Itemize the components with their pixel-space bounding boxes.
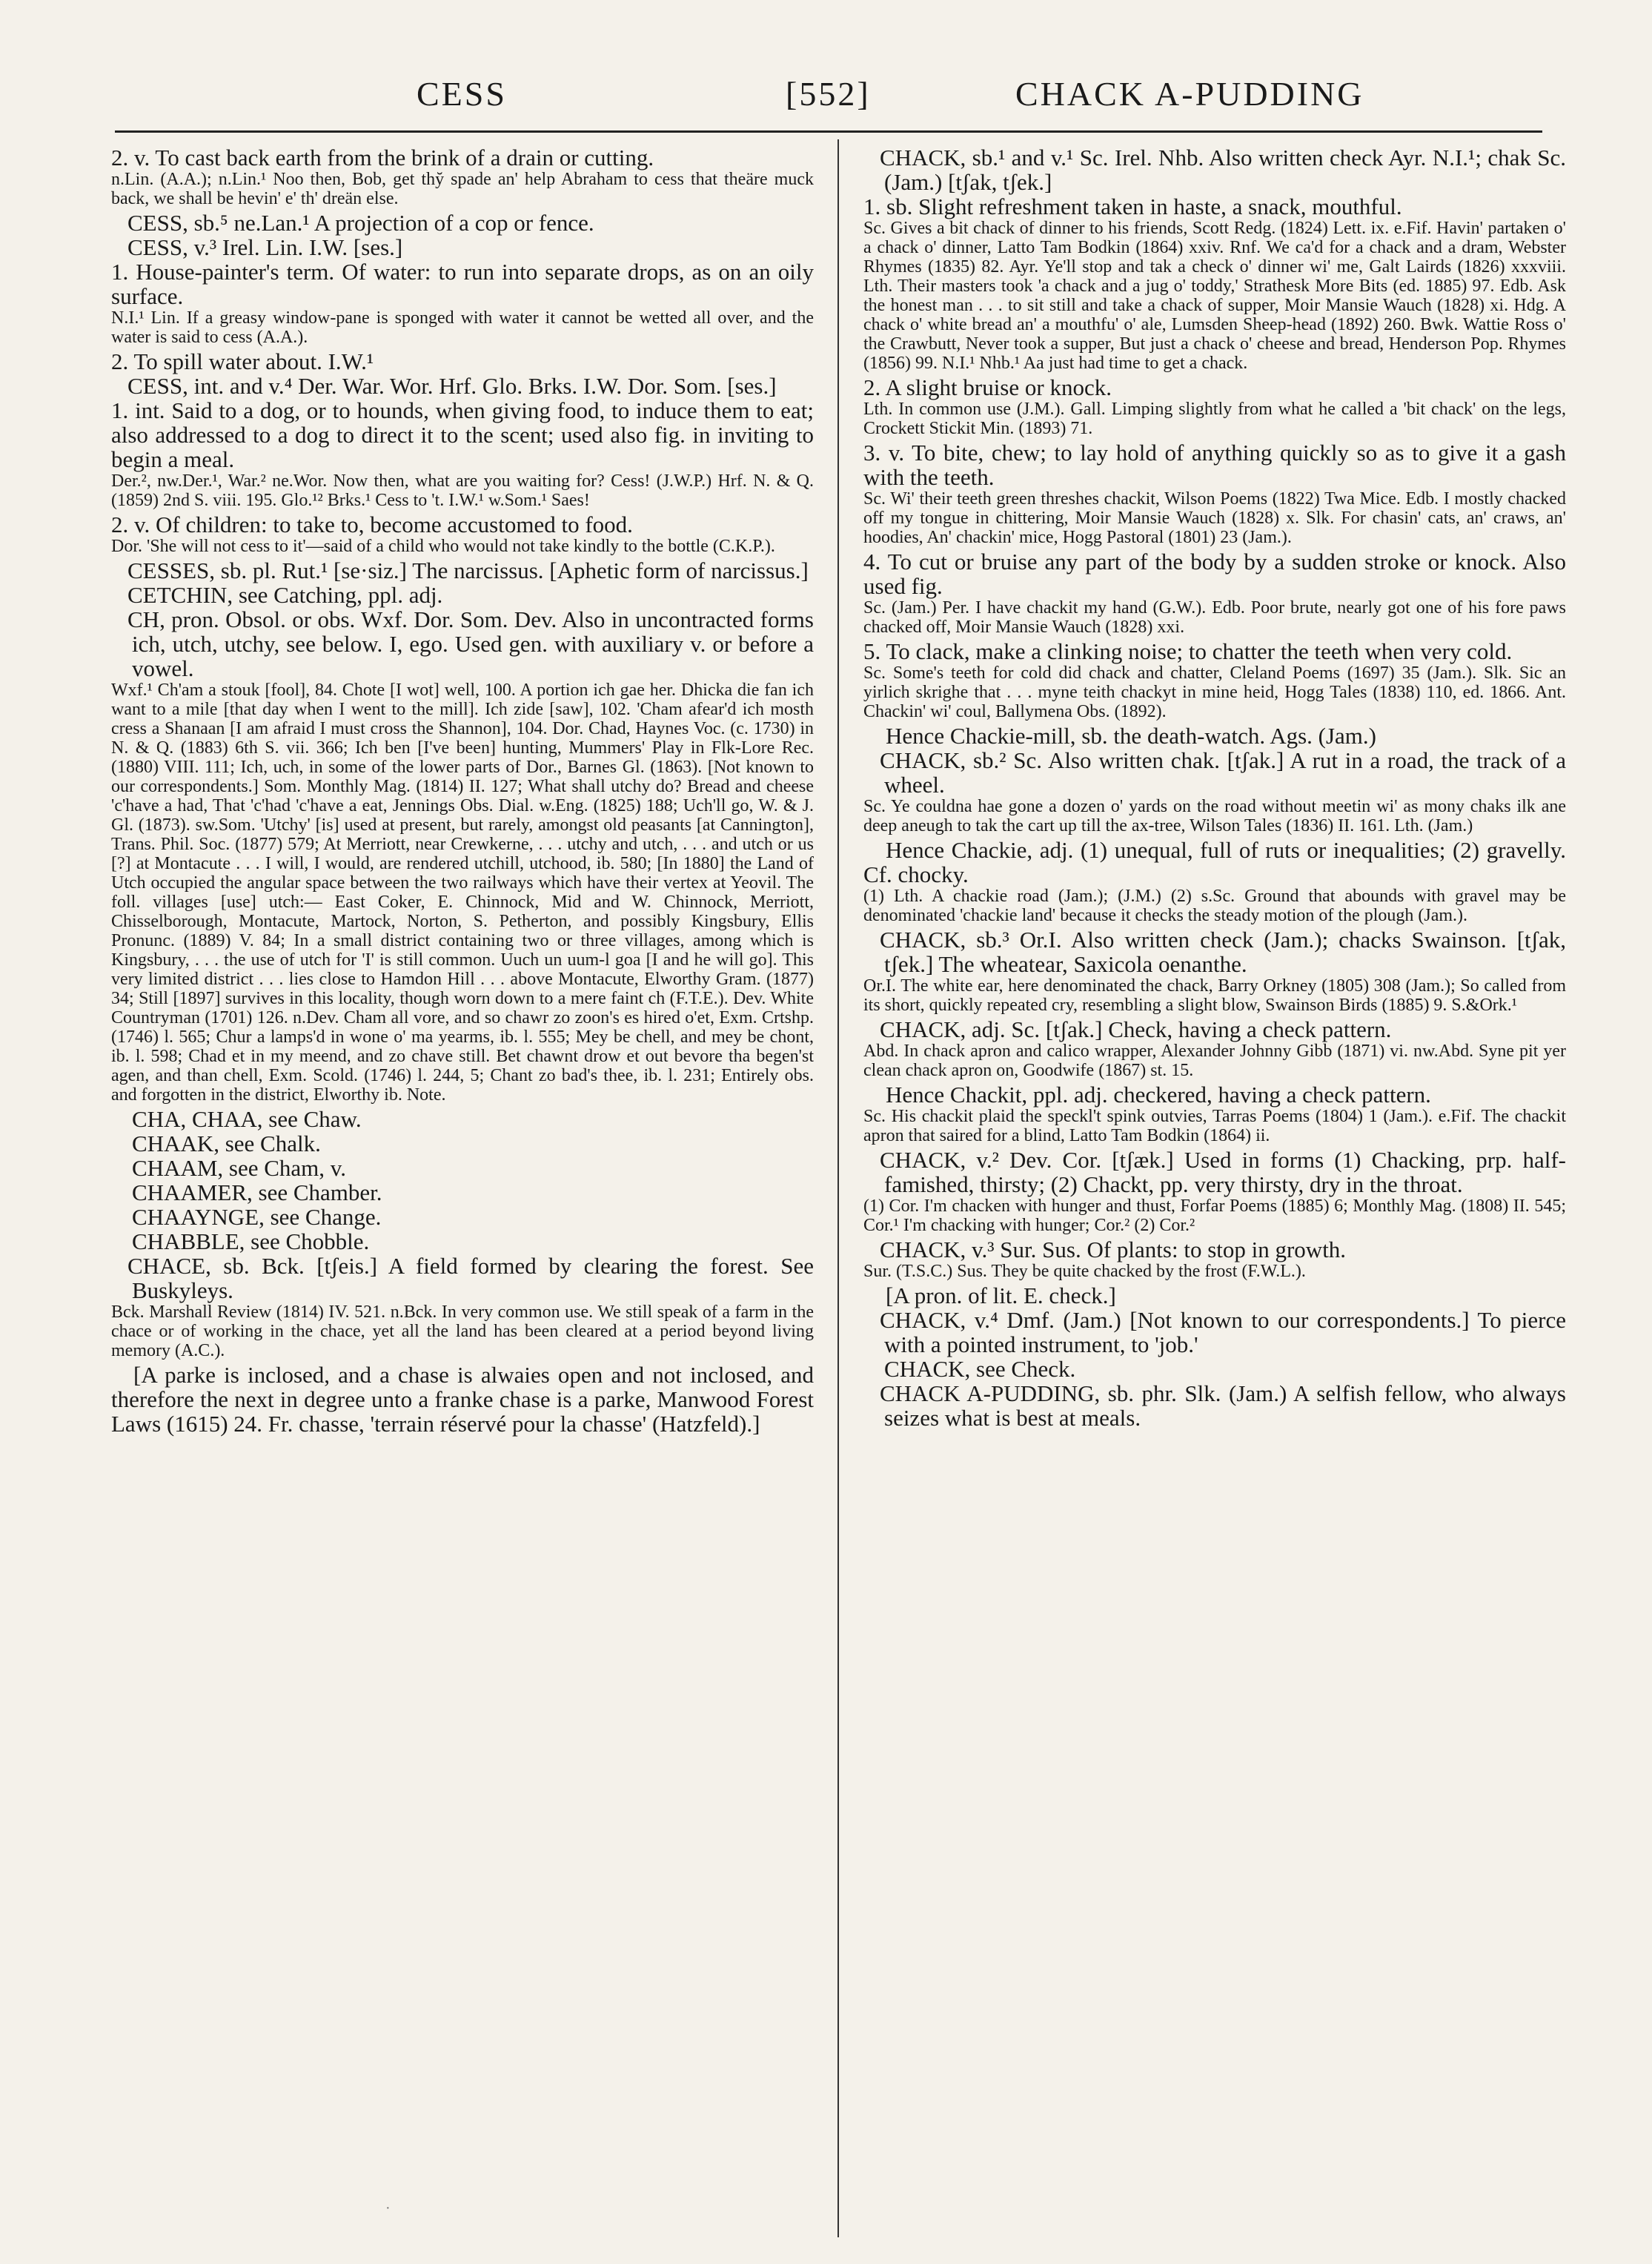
running-head-right: CHACK A-PUDDING [1015,75,1364,113]
left-column [111,145,814,1436]
entry-paragraph: 5. To clack, make a clinking noise; to chatter the teeth when very cold. [863,638,1513,664]
entry-paragraph: 2. A slight bruise or knock. [863,374,1112,400]
cross-reference-entry: CHAAK, see Chalk. [132,1131,321,1156]
entry-paragraph: Hence Chackie, adj. (1) unequal, full of ruts or inequalities; (2) gravelly. Cf. chocky. [863,837,1566,887]
citation-paragraph: Bck. Marshall Review (1814) IV. 521. n.Bck. In very common use. We still speak of a farm in the chace or of working in the chace, yet all the land has been cleared at a period beyond living memory (A.C.). [111,1303,814,1360]
entry-paragraph: 2. To spill water about. I.W.¹ [111,348,374,374]
citation-paragraph: Sc. Gives a bit chack of dinner to his friends, Scott Redg. (1824) Lett. ix. e.Fif. Havin' partaken o' a chack o' dinner, Latto Tam Bodkin (1864) xxiv. Rnf. We ca'd for a chack and a dram, Webster Rhymes (1835) 82. Ayr. Ye'll stop and tak a check o' dinner wi' me, Galt Lairds (1826) xxxviii. Lth. Their masters took 'a chack and a jug o' toddy,' Strathesk More Bits (ed. 1885) 97. Edb. Ask the honest man . . . to sit still and take a chack of supper, Moir Mansie Wauch (1828) xi. Hdg. A chack o' white bread an' a mouthfu' o' ale, Lumsden Sheep-head (1892) 260. Bwk. Wattie Ross o' the Crawbutt, Never took a supper, But just a chack o' cheese and bread, Henderson Pop. Rhymes (1856) 99. N.I.¹ Nhb.¹ Aa just had time to get a chack. [863,219,1566,373]
entry-paragraph: Hence Chackie-mill, sb. the death-watch. Ags. (Jam.) [886,723,1376,749]
entry-paragraph: CHACK, v.² Dev. Cor. [tʃæk.] Used in forms (1) Chacking, prp. half-famished, thirsty; (2) Chackt, pp. very thirsty, dry in the throat. [880,1147,1566,1197]
cross-reference-entry: CHACK, see Check. [884,1356,1076,1382]
entry-paragraph: [A parke is inclosed, and a chase is alwaies open and not inclosed, and therefore the next in degree unto a franke chase is a parke, Manwood Forest Laws (1615) 24. Fr. chasse, 'terrain réservé pour la chasse' (Hatzfeld).] [111,1362,814,1437]
entry-paragraph: 3. v. To bite, chew; to lay hold of anything quickly so as to give it a gash with the teeth. [863,440,1566,490]
entry-paragraph: [A pron. of lit. E. check.] [886,1282,1116,1308]
cross-reference-entry: CHAAMER, see Chamber. [132,1179,382,1205]
citation-paragraph: Sc. (Jam.) Per. I have chackit my hand (G.W.). Edb. Poor brute, nearly got one of his fore paws chacked off, Moir Mansie Wauch (1828) xxi. [863,598,1566,637]
entry-paragraph: CHACK, sb.¹ and v.¹ Sc. Irel. Nhb. Also written check Ayr. N.I.¹; chak Sc. (Jam.) [tʃak, tʃek.] [880,145,1566,195]
header-rule [115,130,1542,133]
cross-reference-entry: CHAAM, see Cham, v. [132,1155,347,1181]
entry-paragraph: CH, pron. Obsol. or obs. Wxf. Dor. Som. Dev. Also in uncontracted forms ich, utch, utchy, see below. I, ego. Used gen. with auxiliary v. or before a vowel. [127,606,814,681]
entry-paragraph: CESS, int. and v.⁴ Der. War. Wor. Hrf. Glo. Brks. I.W. Dor. Som. [ses.] [127,373,777,399]
entry-paragraph: 2. v. To cast back earth from the brink of a drain or cutting. [111,145,654,171]
entry-paragraph: CESS, v.³ Irel. Lin. I.W. [ses.] [127,234,403,260]
right-column [863,145,1566,1430]
citation-paragraph: Or.I. The white ear, here denominated the chack, Barry Orkney (1805) 308 (Jam.); So called from its short, quickly repeated cry, resembling a slight blow, Swainson Birds (1885) 9. S.&Ork.¹ [863,976,1566,1015]
entry-paragraph: 1. House-painter's term. Of water: to run into separate drops, as on an oily surface. [111,259,814,309]
page-speck: · [385,2200,391,2217]
entry-paragraph: CETCHIN, see Catching, ppl. adj. [127,582,443,608]
citation-paragraph: n.Lin. (A.A.); n.Lin.¹ Noo then, Bob, get thy̆ spade an' help Abraham to cess that theäre muck back, we shall be hevin' e' th' dreän else. [111,170,814,208]
citation-paragraph: (1) Cor. I'm chacken with hunger and thust, Forfar Poems (1885) 6; Monthly Mag. (1808) II. 545; Cor.¹ I'm chacking with hunger; Cor.² (2) Cor.² [863,1196,1566,1235]
citation-paragraph: Dor. 'She will not cess to it'—said of a child who would not take kindly to the bottle (C.K.P.). [111,537,775,556]
entry-paragraph: CHACK, sb.² Sc. Also written chak. [tʃak.] A rut in a road, the track of a wheel. [880,747,1566,798]
entry-paragraph: 4. To cut or bruise any part of the body by a sudden stroke or knock. Also used fig. [863,549,1566,599]
citation-paragraph: Abd. In chack apron and calico wrapper, Alexander Johnny Gibb (1871) vi. nw.Abd. Syne pit yer clean chack apron on, Goodwife (1867) st. 15. [863,1042,1566,1080]
entry-paragraph: CHACK, adj. Sc. [tʃak.] Check, having a check pattern. [880,1016,1392,1042]
entry-paragraph: 2. v. Of children: to take to, become accustomed to food. [111,512,633,537]
citation-paragraph: Sc. His chackit plaid the speckl't spink outvies, Tarras Poems (1804) 1 (Jam.). e.Fif. The chackit apron that saired for a blind, Latto Tam Bodkin (1864) ii. [863,1107,1566,1145]
entry-paragraph: CHACK, v.⁴ Dmf. (Jam.) [Not known to our correspondents.] To pierce with a pointed instrument, to 'job.' [880,1307,1566,1357]
column-divider [837,139,839,2237]
cross-reference-entry: CHA, CHAA, see Chaw. [132,1106,362,1132]
entry-paragraph: CHACK, sb.³ Or.I. Also written check (Jam.); chacks Swainson. [tʃak, tʃek.] The wheatear, Saxicola oenanthe. [880,927,1566,977]
citation-paragraph: Der.², nw.Der.¹, War.² ne.Wor. Now then, what are you waiting for? Cess! (J.W.P.) Hrf. N. & Q. (1859) 2nd S. viii. 195. Glo.¹² Brks.¹ Cess to 't. I.W.¹ w.Som.¹ Saes! [111,471,814,510]
citation-paragraph: Lth. In common use (J.M.). Gall. Limping slightly from what he called a 'bit chack' on the legs, Crockett Stickit Min. (1893) 71. [863,400,1566,438]
citation-paragraph: Sur. (T.S.C.) Sus. They be quite chacked by the frost (F.W.L.). [863,1262,1306,1281]
entry-paragraph: CHACK, v.³ Sur. Sus. Of plants: to stop in growth. [880,1237,1347,1262]
entry-paragraph: CESS, sb.⁵ ne.Lan.¹ A projection of a cop or fence. [127,210,594,236]
citation-paragraph: Wxf.¹ Ch'am a stouk [fool], 84. Chote [I wot] well, 100. A portion ich gae her. Dhicka die fan ich want to a mile [that day when I went to the mill]. Ich zide [saw], 102. 'Cham afear'd ich mosth cress a Shanaan [I am afraid I must cross the Shannon], 104. Dor. Chad, Haynes Voc. (c. 1730) in N. & Q. (1883) 6th S. vii. 366; Ich ben [I've been] hunting, Mummers' Play in Flk-Lore Rec. (1880) VIII. 111; Ich, uch, in some of the lower parts of Dor., Barnes Gl. (1863). [Not known to our correspondents.] Som. Monthly Mag. (1814) II. 127; What shall utchy do? Bread and cheese 'c'have a had, That 'c'had 'c'have a eat, Jennings Obs. Dial. w.Eng. (1825) 188; Uch'll go, W. & J. Gl. (1873). sw.Som. 'Utchy' [is] used at present, but rarely, amongst old peasants [at Cannington], Trans. Phil. Soc. (1877) 579; At Merriott, near Crewkerne, . . . utchy and utch, . . . and utch or us [?] at Montacute . . . I will, I would, are rendered utchill, utchood, ib. 580; [In 1880] the Land of Utch occupied the angular space between the two railways which have their vertex at Yeovil. The foll. villages [use] utch:— East Coker, E. Chinnock, Mid and W. Chinnock, Merriott, Chisselborough, Montacute, Martock, Norton, S. Petherton, and possibly Kingsbury, Ellis Pronunc. (1889) V. 84; In a small district containing two or three villages, among which is Kingsbury, . . . the use of utch for 'I' is still common. Uuch un uum-l goa [I and he will go]. This very limited district . . . lies close to Hamdon Hill . . . above Montacute, Elworthy Gram. (1877) 34; Still [1897] survives in this locality, though worn down to a mere faint ch (F.T.E.). Dev. White Countryman (1701) 126. n.Dev. Cham all vore, and so chawr zo zoon's es hired o'et, Exm. Crtshp. (1746) l. 565; Chur a lamps'd in wone o' ma yearms, ib. l. 555; Mey be chell, and mey be chont, ib. l. 598; Chad et in my meend, and zo chave still. Bet chawnt drow et out bevore tha begen'st agen, and than chell, Exm. Scold. (1746) l. 244, 5; Chant zo bad's thee, ib. l. 231; Entirely obs. and forgotten in the district, Elworthy ib. Note. [111,681,814,1105]
citation-paragraph: Sc. Ye couldna hae gone a dozen o' yards on the road without meetin wi' as mony chaks ilk ane deep aneugh to tak the cart up till the ax-tree, Wilson Tales (1836) II. 161. Lth. (Jam.) [863,797,1566,835]
cross-reference-entry: CHAAYNGE, see Change. [132,1204,382,1230]
entry-paragraph: CHACE, sb. Bck. [tʃeis.] A field formed by clearing the forest. See Buskyleys. [127,1253,814,1303]
entry-paragraph: CESSES, sb. pl. Rut.¹ [se·siz.] The narcissus. [Aphetic form of narcissus.] [127,557,809,583]
running-head-left: CESS [417,75,507,113]
entry-paragraph: 1. sb. Slight refreshment taken in haste, a snack, mouthful. [863,193,1402,219]
cross-reference-entry: CHABBLE, see Chobble. [132,1228,370,1254]
citation-paragraph: N.I.¹ Lin. If a greasy window-pane is sponged with water it cannot be wetted all over, and the water is said to cess (A.A.). [111,308,814,347]
entry-paragraph: CHACK A-PUDDING, sb. phr. Slk. (Jam.) A selfish fellow, who always seizes what is best at meals. [880,1380,1566,1431]
entry-paragraph: Hence Chackit, ppl. adj. checkered, having a check pattern. [886,1082,1431,1108]
entry-paragraph: 1. int. Said to a dog, or to hounds, when giving food, to induce them to eat; also addressed to a dog to direct it to the scent; used also fig. in inviting to begin a meal. [111,397,814,472]
page-number: [552] [786,75,871,113]
citation-paragraph: Sc. Wi' their teeth green threshes chackit, Wilson Poems (1822) Twa Mice. Edb. I mostly chacked off my tongue in chittering, Moir Mansie Wauch (1828) x. Slk. For chasin' cats, an' craws, an' hoodies, An' chackin' mice, Hogg Pastoral (1801) 23 (Jam.). [863,489,1566,547]
citation-paragraph: Sc. Some's teeth for cold did chack and chatter, Cleland Poems (1697) 35 (Jam.). Slk. Sic an yirlich skrighe that . . . myne teith chackyt in mine heid, Hogg Tales (1838) 110, ed. 1866. Ant. Chackin' wi' coul, Ballymena Obs. (1892). [863,663,1566,721]
citation-paragraph: (1) Lth. A chackie road (Jam.); (J.M.) (2) s.Sc. Ground that abounds with gravel may be denominated 'chackie land' because it checks the steady motion of the plough (Jam.). [863,887,1566,925]
page-header [110,74,1540,126]
